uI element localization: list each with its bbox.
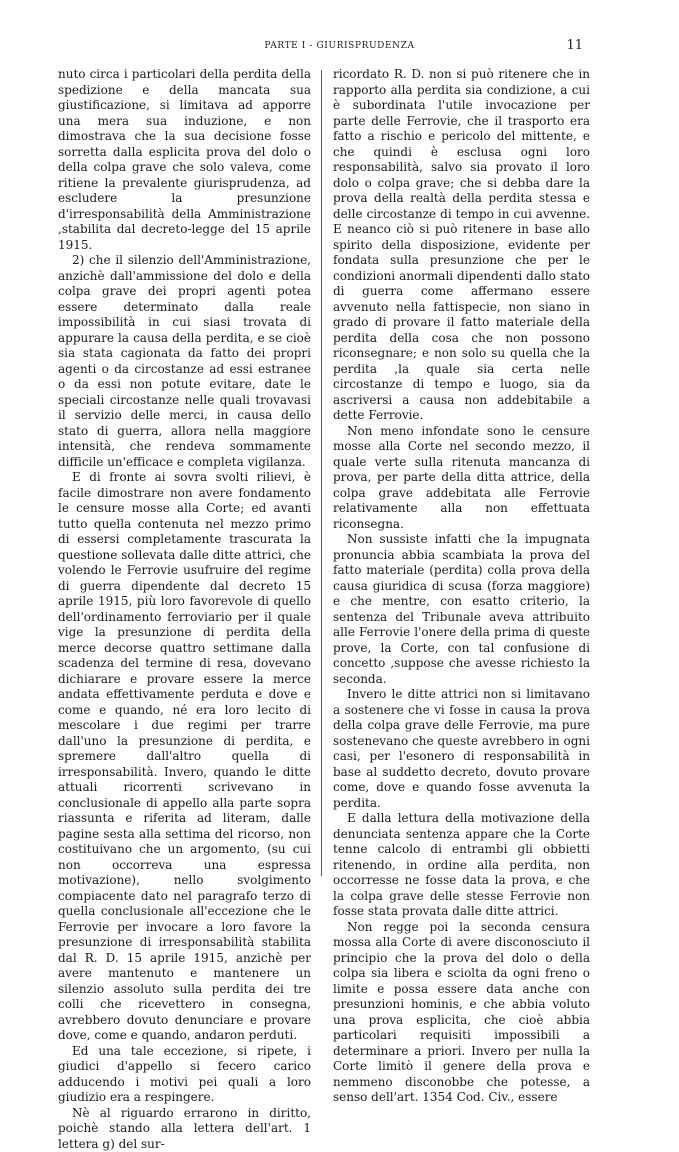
- paragraph: ricordato R. D. non si può ritenere che in rapporto alla perdita sia condizione, a cui è subordinata l'utile invocazione per parte delle Ferrovie, che il trasporto era fatto a rischio e pericolo del mittente, e che quindi è esclusa ogni loro responsabilità, salvo sia provato il loro dolo o colpa grave; che si debba dare la prova della realtà della perdita stessa e delle circostanze di tempo in cui avvenne. E neanco ciò si può ritenere in base allo spirito della disposizione, evidente per fondata sulla presunzione che per le condizioni anormali dipendenti dallo stato di guerra come affermano essere avvenuto nella fattispecie, non siano in grado di provare il fatto materiale della perdita della cosa che non possono riconsegnare; e non solo su quella che la perdita ,la quale sia certa nelle circostanze di tempo e luogo, sia da ascriversi a causa non addebitabile a dette Ferrovie.: [333, 67, 590, 424]
- running-title: PARTE I - GIURISPRUDENZA: [0, 41, 679, 51]
- running-header: [0, 38, 679, 56]
- right-column: [333, 67, 590, 847]
- paragraph: 2) che il silenzio dell'Amministrazione, anzichè dall'ammissione del dolo e della colpa grave dei propri agenti potea essere determinato dalla reale impossibilità in cui siasi trovata di appurare la causa della perdita, e se cioè sia stata cagionata da fatto dei propri agenti o da circostanze ad essi estranee o da essi non potute evitare, date le speciali circostanze nelle quali trovavasi il servizio delle merci, in causa dello stato di guerra, allora nella maggiore intensità, che rendeva sommamente difficile un'efficace e completa vigilanza.: [58, 253, 311, 470]
- paragraph: E dalla lettura della motivazione della denunciata sentenza appare che la Corte tenne calcolo di entrambi gli obbietti ritenendo, in ordine alla perdita, non occorresse ne fosse data la prova, e che la colpa grave delle stesse Ferrovie non fosse stata provata dalle ditte attrici.: [333, 811, 590, 920]
- paragraph: Nè al riguardo errarono in diritto, poichè stando alla lettera dell'art. 1 lettera g) del sur-: [58, 1106, 311, 1152]
- left-column: [58, 67, 311, 847]
- page-number: 11: [566, 38, 583, 53]
- paragraph: Ed una tale eccezione, si ripete, i giudici d'appello si fecero carico adducendo i motivi pei quali a loro giudizio era a respingere.: [58, 1044, 311, 1106]
- paragraph: E di fronte ai sovra svolti rilievi, è facile dimostrare non avere fondamento le censure mosse alla Corte; ed avanti tutto quella contenuta nel mezzo primo di essersi completamente trascurata la questione sollevata dalle ditte attrici, che volendo le Ferrovie usufruire del regime di guerra dipendente dal decreto 15 aprile 1915, più loro favorevole di quello dell'ordinamento ferroviario per il quale vige la presunzione di perdita della merce decorse quattro settimane dalla scadenza del termine di resa, dovevano dichiarare e provare essere la merce andata effettivamente perduta e dove e come e quando, né era loro lecito di mescolare i due regimi per trarre dall'uno la presunzione di perdita, e spremere dall'altro quella di irresponsabilità. Invero, quando le ditte attuali ricorrenti scrivevano in conclusionale di appello alla parte sopra riassunta e riferita ad literam, dalle pagine sesta alla settima del ricorso, non costituivano che un argomento, (su cui non occorreva una espressa motivazione), nello svolgimento compiacente dato nel paragrafo terzo di quella conclusionale all'eccezione che le Ferrovie per invocare a loro favore la presunzione di irresponsabilità stabilita dal R. D. 15 aprile 1915, anzichè per avere mantenuto e mantenere un silenzio assoluto sulla perdita dei tre colli che ricevettero in consegna, avrebbero dovuto denunciare e provare dove, come e quando, andaron perduti.: [58, 470, 311, 1044]
- column-divider: [321, 70, 322, 876]
- paragraph: Non meno infondate sono le censure mosse alla Corte nel secondo mezzo, il quale verte sulla ritenuta mancanza di prova, per parte della ditta attrice, della colpa grave addebitata alle Ferrovie relativamente alla non effettuata riconsegna.: [333, 424, 590, 533]
- paragraph: Invero le ditte attrici non si limitavano a sostenere che vi fosse in causa la prova della colpa grave delle Ferrovie, ma pure sostenevano che queste avrebbero in ogni casi, per l'esonero di responsabilità in base al suddetto decreto, dovuto provare come, dove e quando fosse avvenuta la perdita.: [333, 687, 590, 811]
- paragraph: Non regge poi la seconda censura mossa alla Corte di avere disconosciuto il principio che la prova del dolo o della colpa sia libera e sciolta da ogni freno o limite e possa essere data anche con presunzioni hominis, e che abbia voluto una prova esplicita, che cioè abbia particolari requisiti impossibili a determinare a priori. Invero per nulla la Corte limitò il genere della prova e nemmeno disconobbe che potesse, a senso dell'art. 1354 Cod. Civ., essere: [333, 920, 590, 1106]
- paragraph: nuto circa i particolari della perdita della spedizione e della mancata sua giustificazione, si limitava ad apporre una mera sua induzione, e non dimostrava che la sua decisione fosse sorretta dalla esplicita prova del dolo o della colpa grave che solo valeva, come ritiene la prevalente giurisprudenza, ad escludere la presunzione d'irresponsabilità della Amministrazione ,stabilita dal decreto-legge del 15 aprile 1915.: [58, 67, 311, 253]
- paragraph: Non sussiste infatti che la impugnata pronuncia abbia scambiata la prova del fatto materiale (perdita) colla prova della causa giuridica di scusa (forza maggiore) e che mentre, con esatto criterio, la sentenza del Tribunale aveva attribuito alle Ferrovie l'onere della prima di queste prove, la Corte, con tal confusione di concetto ,suppose che avesse richiesto la seconda.: [333, 532, 590, 687]
